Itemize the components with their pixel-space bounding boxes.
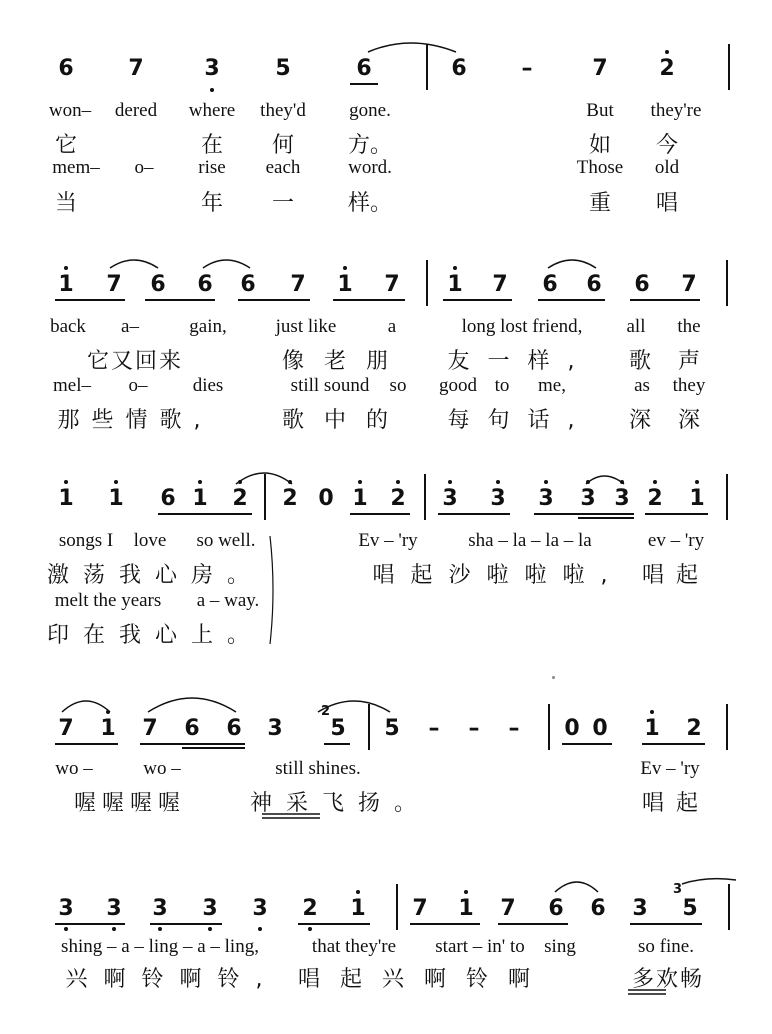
note: 3 bbox=[632, 896, 648, 921]
note: 3 bbox=[106, 896, 122, 921]
lyric: 多欢畅 bbox=[631, 967, 705, 992]
lyric: 如 bbox=[588, 133, 612, 158]
lyric: rise bbox=[198, 157, 226, 178]
note: 6 bbox=[184, 716, 200, 741]
lyric: long lost friend, bbox=[461, 316, 583, 337]
lyric: 唱起 bbox=[641, 563, 711, 588]
lyric: each bbox=[265, 157, 301, 178]
lyric: as bbox=[634, 375, 650, 396]
lyric: a– bbox=[121, 316, 139, 337]
lyric: melt the years bbox=[54, 590, 162, 611]
lyric: they bbox=[672, 375, 706, 396]
note: 2 bbox=[647, 486, 663, 511]
lyric: 唱起兴啊铃啊 bbox=[297, 967, 551, 992]
stray-mark bbox=[552, 676, 555, 679]
lyric: 歌中的 bbox=[281, 408, 409, 433]
note: 3 bbox=[538, 486, 554, 511]
lyric: 歌 bbox=[628, 349, 652, 374]
lyric: 激荡我心房。 bbox=[46, 563, 264, 588]
note: 2 bbox=[659, 56, 675, 81]
lyric: mem– bbox=[52, 157, 100, 178]
lyric: wo – bbox=[55, 758, 93, 779]
note: 1 bbox=[192, 486, 208, 511]
lyric: 友一样, bbox=[447, 349, 593, 374]
lyric: they're bbox=[650, 100, 702, 121]
lyric: 像老朋 bbox=[281, 349, 409, 374]
note: 2 bbox=[686, 716, 702, 741]
lyric: still shines. bbox=[275, 758, 361, 779]
note: 3 bbox=[252, 896, 268, 921]
note: 3 bbox=[614, 486, 630, 511]
lyric: 年 bbox=[200, 191, 224, 216]
note: 1 bbox=[352, 486, 368, 511]
lyric: dies bbox=[192, 375, 224, 396]
lyric: shing – a – ling – a – ling, bbox=[61, 936, 259, 957]
note: 1 bbox=[447, 272, 463, 297]
note: 7 bbox=[58, 716, 74, 741]
note: 7 bbox=[500, 896, 516, 921]
lyric: sha – la – la – la bbox=[468, 530, 592, 551]
lyric: good bbox=[439, 375, 477, 396]
note: 6 bbox=[58, 56, 74, 81]
lyric: sing bbox=[544, 936, 576, 957]
note: 6 bbox=[226, 716, 242, 741]
note: 6 bbox=[548, 896, 564, 921]
note: 6 bbox=[150, 272, 166, 297]
lyric: 印在我心上。 bbox=[46, 623, 264, 648]
note: 5 bbox=[330, 716, 346, 741]
note: 6 bbox=[356, 56, 372, 81]
note: 1 bbox=[350, 896, 366, 921]
lyric: 样。 bbox=[347, 191, 393, 216]
note: 1 bbox=[458, 896, 474, 921]
lyric: 兴啊铃啊铃, bbox=[65, 967, 279, 992]
lyric: Ev – 'ry bbox=[640, 758, 700, 779]
lyric: 神采飞扬。 bbox=[249, 791, 431, 816]
note: 7 bbox=[681, 272, 697, 297]
note: 2 bbox=[282, 486, 298, 511]
lyric: 一 bbox=[271, 191, 295, 216]
note: 6 bbox=[240, 272, 256, 297]
lyric: gone. bbox=[349, 100, 391, 121]
lyric: o– bbox=[128, 375, 148, 396]
lyric: where bbox=[188, 100, 236, 121]
note: 7 bbox=[384, 272, 400, 297]
note: 1 bbox=[100, 716, 116, 741]
lyric: But bbox=[586, 100, 614, 121]
lyric: 当 bbox=[54, 191, 78, 216]
note: 0 bbox=[564, 716, 580, 741]
lyric: the bbox=[677, 316, 701, 337]
lyric: so bbox=[389, 375, 407, 396]
note: 6 bbox=[586, 272, 602, 297]
note: 6 bbox=[542, 272, 558, 297]
note: 1 bbox=[644, 716, 660, 741]
lyric: 喔喔喔喔 bbox=[73, 791, 187, 816]
note: 1 bbox=[58, 486, 74, 511]
lyric: 重 bbox=[588, 191, 612, 216]
lyric: so fine. bbox=[638, 936, 694, 957]
lyric: 它 bbox=[54, 133, 78, 158]
note: 1 bbox=[337, 272, 353, 297]
note: 6 bbox=[197, 272, 213, 297]
note: 7 bbox=[142, 716, 158, 741]
note: 6 bbox=[634, 272, 650, 297]
lyric: Ev – 'ry bbox=[358, 530, 418, 551]
lyric: so well. bbox=[196, 530, 256, 551]
lyric: won– bbox=[48, 100, 92, 121]
lyric: me, bbox=[538, 375, 566, 396]
note: 7 bbox=[290, 272, 306, 297]
note: 7 bbox=[412, 896, 428, 921]
lyric: word. bbox=[348, 157, 392, 178]
lyric: 深 bbox=[628, 408, 652, 433]
lyric: wo – bbox=[143, 758, 181, 779]
note: 1 bbox=[58, 272, 74, 297]
lyric: start – in' to bbox=[435, 936, 525, 957]
note: 3 bbox=[580, 486, 596, 511]
lyrics-zh-1 bbox=[0, 962, 772, 996]
lyric: 那些情歌, bbox=[57, 408, 213, 433]
lyric: ev – 'ry bbox=[647, 530, 705, 551]
note: 5 bbox=[682, 896, 698, 921]
lyric: 唱起沙啦啦啦, bbox=[372, 563, 624, 588]
lyric: 它又回来 bbox=[86, 349, 184, 374]
dash: – bbox=[521, 56, 533, 81]
lyric: that they're bbox=[311, 936, 397, 957]
lyric: 声 bbox=[677, 349, 701, 374]
note: 0 bbox=[592, 716, 608, 741]
note: 6 bbox=[451, 56, 467, 81]
note: 7 bbox=[128, 56, 144, 81]
dash: – bbox=[508, 716, 520, 741]
note: 1 bbox=[108, 486, 124, 511]
note: 3 bbox=[152, 896, 168, 921]
lyric: 深 bbox=[677, 408, 701, 433]
lyric: love bbox=[133, 530, 167, 551]
note: 0 bbox=[318, 486, 334, 511]
note: 3 bbox=[442, 486, 458, 511]
lyric: 何 bbox=[271, 133, 295, 158]
lyric: 在 bbox=[200, 133, 224, 158]
note: 5 bbox=[384, 716, 400, 741]
grace-note: 3 bbox=[673, 882, 683, 897]
lyric: 每句话, bbox=[447, 408, 593, 433]
lyric: back bbox=[50, 316, 86, 337]
lyric: a – way. bbox=[196, 590, 260, 611]
lyric: 方。 bbox=[347, 133, 393, 158]
lyric: to bbox=[494, 375, 510, 396]
note: 3 bbox=[202, 896, 218, 921]
lyric: 唱起 bbox=[641, 791, 711, 816]
note: 7 bbox=[492, 272, 508, 297]
lyric: just like bbox=[275, 316, 337, 337]
note: 6 bbox=[590, 896, 606, 921]
lyric: 今 bbox=[655, 133, 679, 158]
lyric: still sound bbox=[290, 375, 370, 396]
lyric: songs I bbox=[58, 530, 114, 551]
note: 1 bbox=[689, 486, 705, 511]
lyric: o– bbox=[134, 157, 154, 178]
note: 5 bbox=[275, 56, 291, 81]
note: 2 bbox=[232, 486, 248, 511]
lyric: a bbox=[387, 316, 397, 337]
note: 3 bbox=[267, 716, 283, 741]
lyric: dered bbox=[114, 100, 158, 121]
note: 7 bbox=[592, 56, 608, 81]
note: 2 bbox=[390, 486, 406, 511]
grace-note: 2 bbox=[321, 704, 331, 719]
dash: – bbox=[428, 716, 440, 741]
note: 2 bbox=[302, 896, 318, 921]
lyric: mel– bbox=[53, 375, 91, 396]
lyric: all bbox=[626, 316, 646, 337]
lyric: gain, bbox=[189, 316, 227, 337]
note: 7 bbox=[106, 272, 122, 297]
lyric: Those bbox=[576, 157, 624, 178]
lyric: old bbox=[654, 157, 680, 178]
note: 6 bbox=[160, 486, 176, 511]
note: 3 bbox=[58, 896, 74, 921]
lyric: they'd bbox=[260, 100, 306, 121]
note: 3 bbox=[204, 56, 220, 81]
note: 3 bbox=[490, 486, 506, 511]
dash: – bbox=[468, 716, 480, 741]
lyric: 唱 bbox=[655, 191, 679, 216]
